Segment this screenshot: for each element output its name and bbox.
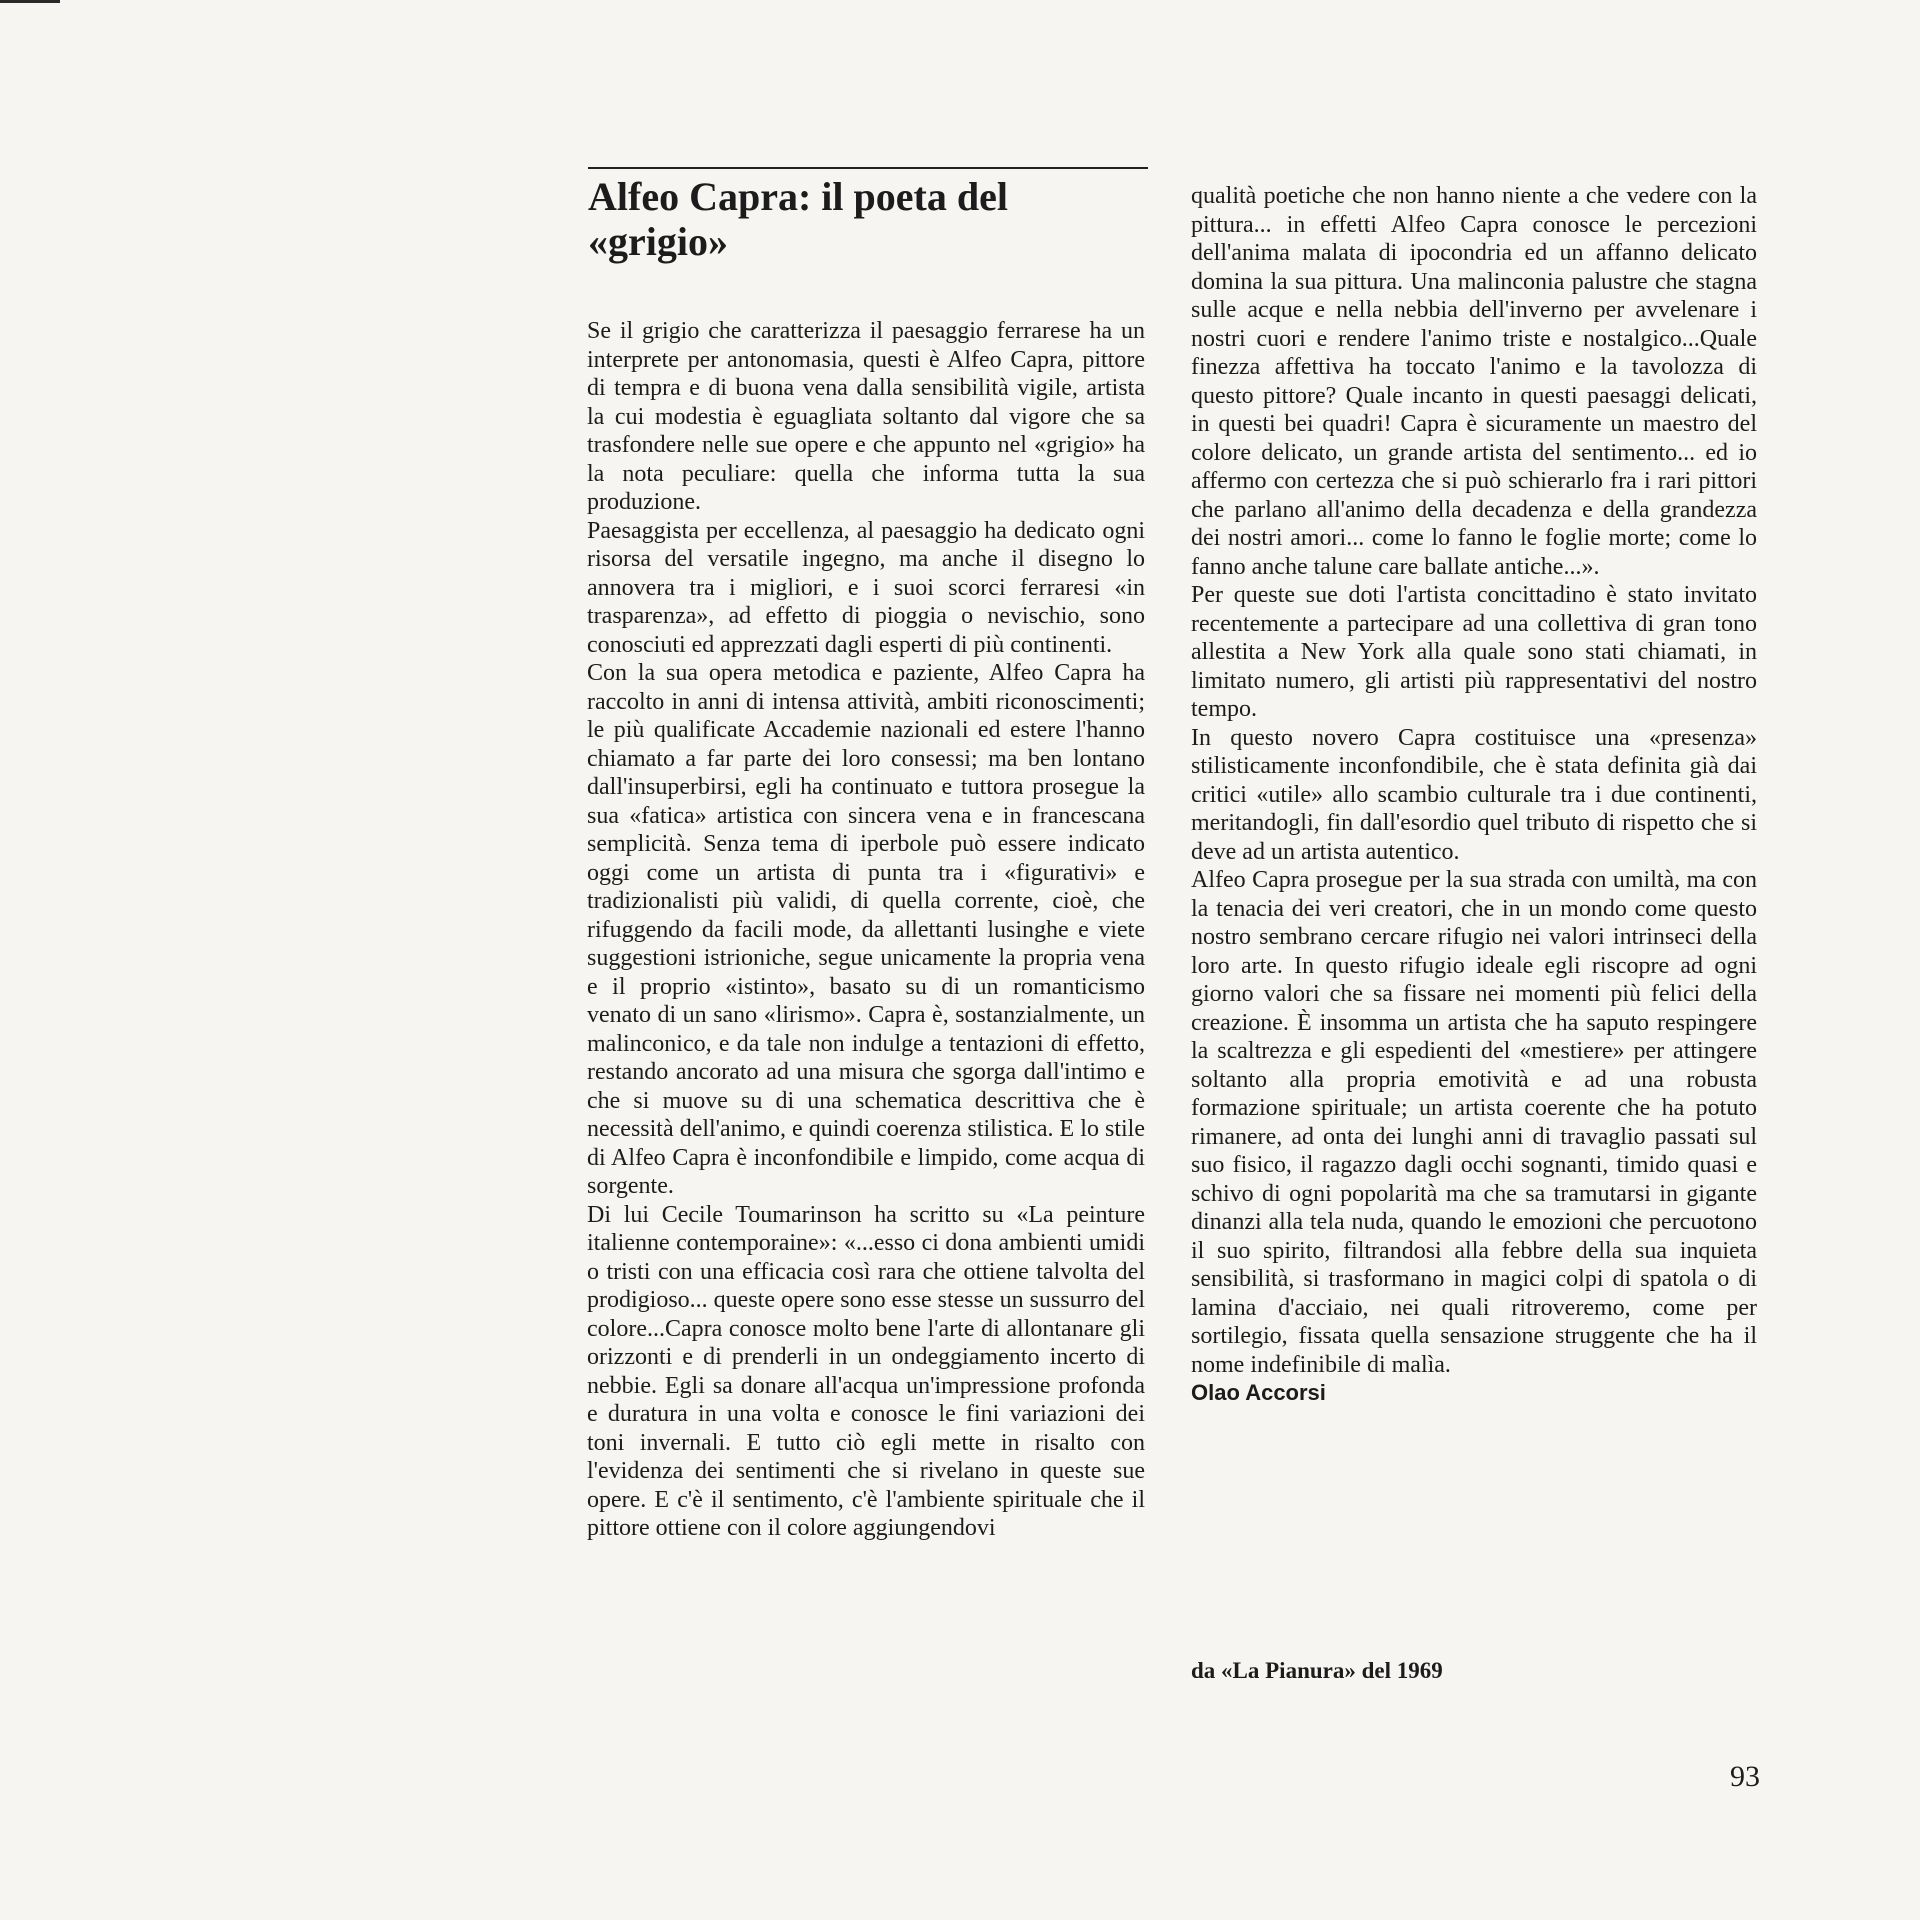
paragraph: Alfeo Capra prosegue per la sua strada con umiltà, ma con la tenacia dei veri creatori, che in un mondo come questo nostro sembrano cercare rifugio nei valori intrinseci della loro arte. In questo rifugio ideale egli riscopre ad ogni giorno valori che sa fissare nei momenti più felici della creazione. È insomma un artista che ha saputo respingere la scaltrezza e gli espedienti del «mestiere» per attingere soltanto alla propria emotività e ad una robusta formazione spirituale; un artista coerente che ha potuto rimanere, ad onta dei lunghi anni di travaglio passati sul suo fisico, il ragazzo dagli occhi sognanti, timido quasi e schivo di ogni popolarità ma che sa tramutarsi in gigante dinanzi alla tela nuda, quando le emozioni che percuotono il suo spirito, filtrandosi alla febbre della sua inquieta sensibilità, si trasformano in magici colpi di spatola o di lamina d'acciaio, nei quali ritroveremo, come per sortilegio, fissata quella sensazione struggente che ha il nome indefinibile di malìa. (1191, 867, 1757, 1378)
author-signature: Olao Accorsi (1191, 1380, 1326, 1405)
paragraph: Con la sua opera metodica e paziente, Alfeo Capra ha raccolto in anni di intensa attività, ambiti riconoscimenti; le più qualificate Accademie nazionali ed estere l'hanno chiamato a far parte dei loro consessi; ma ben lontano dall'insuperbirsi, egli ha continuato e tuttora prosegue la sua «fatica» artistica con sincera vena e in francescana semplicità. Senza tema di iperbole può essere indicato oggi come un artista di punta tra i «figurativi» e tradizionalisti più validi, di quella corrente, cioè, che rifuggendo da facili mode, da allettanti lusinghe e viete suggestioni istrioniche, segue unicamente la propria vena e il proprio «istinto», basato su di un romanticismo venato di un sano «lirismo». Capra è, sostanzialmente, un malinconico, e da tale non indulge a tentazioni di effetto, restando ancorato ad una misura che sgorga dall'intimo e che si muove su di una schematica descrittiva che è necessità dell'animo, e quindi coerenza stilistica. E lo stile di Alfeo Capra è inconfondibile e limpido, come acqua di sorgente. (587, 660, 1145, 1199)
article-title: Alfeo Capra: il poeta del «grigio» (588, 174, 1008, 264)
title-rule (588, 167, 1148, 169)
right-column (1191, 182, 1757, 1408)
left-column (587, 317, 1145, 1543)
paragraph: In questo novero Capra costituisce una «presenza» stilisticamente inconfondibile, che è stata definita già dai critici «utile» allo scambio culturale tra i due continenti, meritandogli, fin dall'esordio quel tributo di rispetto che si deve ad un artista autentico. (1191, 724, 1757, 865)
paragraph: qualità poetiche che non hanno niente a che vedere con la pittura... in effetti Alfeo Capra conosce le percezioni dell'anima malata di ipocondria ed un affanno delicato domina la sua pittura. Una malinconia palustre che stagna sulle acque e nella nebbia dell'inverno per avvelenare i nostri cuori e rendere l'animo triste e nostalgico...Quale finezza affettiva ha toccato l'animo e la tavolozza di questo pittore? Quale incanto in questi paesaggi delicati, in questi bei quadri! Capra è sicuramente un maestro del colore delicato, un grande artista del sentimento... ed io affermo con certezza che si può schierarlo fra i rari pittori che parlano all'animo della decadenza e della grandezza dei nostri amori... come lo fanno le foglie morte; come lo fanno anche talune care ballate antiche...». (1191, 183, 1757, 580)
paragraph: Di lui Cecile Toumarinson ha scritto su «La peinture italienne contemporaine»: «...esso ci dona ambienti umidi o tristi con una efficacia così rara che ottiene talvolta del prodigioso... queste opere sono esse stesse un sussurro del colore...Capra conosce molto bene l'arte di allontanare gli orizzonti e di prenderli in un ondeggiamento incerto di nebbie. Egli sa donare all'acqua un'impressione profonda e duratura in una volta e conosce le fini variazioni dei toni invernali. E tutto ciò egli mette in risalto con l'evidenza dei sentimenti che si rivelano in queste sue opere. E c'è il sentimento, c'è l'ambiente spirituale che il pittore ottiene con il colore aggiungendovi (587, 1201, 1145, 1541)
page-edge-mark (0, 0, 60, 3)
paragraph: Paesaggista per eccellenza, al paesaggio ha dedicato ogni risorsa del versatile ingegno, ma anche il disegno lo annovera tra i migliori, e i suoi scorci ferraresi «in trasparenza», ad effetto di pioggia o nevischio, sono conosciuti ed apprezzati dagli esperti di più continenti. (587, 517, 1145, 658)
page-number: 93 (1730, 1760, 1760, 1793)
source-citation: da «La Pianura» del 1969 (1191, 1658, 1443, 1683)
paragraph: Per queste sue doti l'artista concittadino è stato invitato recentemente a partecipare ad una collettiva di gran tono allestita a New York alla quale sono stati chiamati, in limitato numero, gli artisti più rappresentativi del nostro tempo. (1191, 582, 1757, 722)
paragraph: Se il grigio che caratterizza il paesaggio ferrarese ha un interprete per antonomasia, questi è Alfeo Capra, pittore di tempra e di buona vena dalla sensibilità vigile, artista la cui modestia è eguagliata soltanto dal vigore che sa trasfondere nelle sue opere e che appunto nel «grigio» ha la nota peculiare: quella che informa tutta la sua produzione. (587, 318, 1145, 515)
